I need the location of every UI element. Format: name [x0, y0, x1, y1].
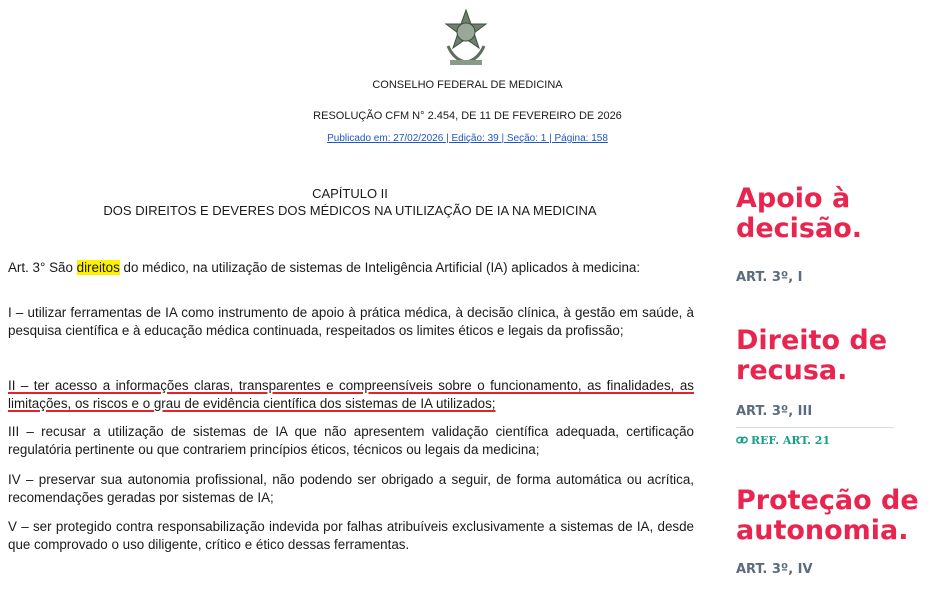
chapter-title: DOS DIREITOS E DEVERES DOS MÉDICOS NA UTILIZAÇÃO DE IA NA MEDICINA	[103, 203, 597, 218]
sidenote-direito-recusa	[736, 325, 888, 447]
resolution-title: RESOLUÇÃO CFM N° 2.454, DE 11 DE FEVEREIRO DE 2026	[313, 110, 622, 122]
article-intro-prefix: Art. 3° São	[8, 260, 77, 275]
sidenote-divider	[736, 427, 894, 428]
sidenote-reference: ART. 3º, III	[736, 404, 813, 419]
cross-reference-label: REF. ART. 21	[751, 434, 831, 447]
article-item-v: V – ser protegido contra responsabilização indevida por falhas atribuíveis exclusivamente a sistemas de IA, desde que comprovado o uso diligente, crítico e ético dessas ferramentas.	[8, 519, 694, 552]
sidenote-title	[736, 326, 887, 386]
sidenote-title-line: Apoio à	[736, 183, 851, 214]
article-intro	[8, 259, 694, 277]
article-item-ii	[8, 377, 694, 413]
sidenote-title-line: Direito de	[736, 325, 888, 356]
underlined-text: II – ter acesso a informações claras, transparentes e compreensíveis sobre o funcionamento, as finalidades, as limitações, os riscos e o grau de evidência científica dos sistemas de IA utilizados;	[8, 378, 694, 411]
sidenote-title-line: Proteção de	[736, 485, 919, 516]
publication-link[interactable]: Publicado em: 27/02/2026 | Edição: 39 | Seção: 1 | Página: 158	[327, 133, 608, 144]
sidenote-title-line: decisão.	[736, 213, 862, 244]
article-intro-suffix: do médico, na utilização de sistemas de Inteligência Artificial (IA) aplicados à medicina:	[119, 260, 641, 275]
article-item-i: I – utilizar ferramentas de IA como instrumento de apoio à prática médica, à decisão clínica, à gestão em saúde, à pesquisa científica e à educação médica continuada, respeitados os limites éticos e legais da profissão;	[8, 305, 694, 338]
highlighted-term: direitos	[76, 260, 120, 275]
organization-name: CONSELHO FEDERAL DE MEDICINA	[372, 79, 563, 91]
sidenote-title-line: autonomia.	[736, 515, 909, 546]
chapter-number: CAPÍTULO II	[312, 186, 388, 201]
link-icon	[736, 435, 748, 445]
cross-reference-link[interactable]	[736, 434, 830, 447]
coat-of-arms-seal	[440, 8, 492, 68]
sidenote-title	[736, 184, 862, 244]
sidenote-protecao-autonomia	[736, 485, 919, 577]
article-item-iv: IV – preservar sua autonomia profissional, não podendo ser obrigado a seguir, de forma automática ou acrítica, recomendações geradas por sistemas de IA;	[8, 472, 694, 505]
sidenote-title	[736, 486, 919, 546]
sidenote-title-line: recusa.	[736, 355, 848, 386]
article-item-iii: III – recusar a utilização de sistemas de IA que não apresentem validação científica adequada, certificação regulatória pertinente ou que contrariem princípios éticos, técnicos ou legais da medicina;	[8, 424, 694, 457]
sidenote-apoio-decisao	[736, 183, 862, 285]
sidenote-reference: ART. 3º, IV	[736, 562, 813, 577]
sidenote-reference: ART. 3º, I	[736, 270, 803, 285]
